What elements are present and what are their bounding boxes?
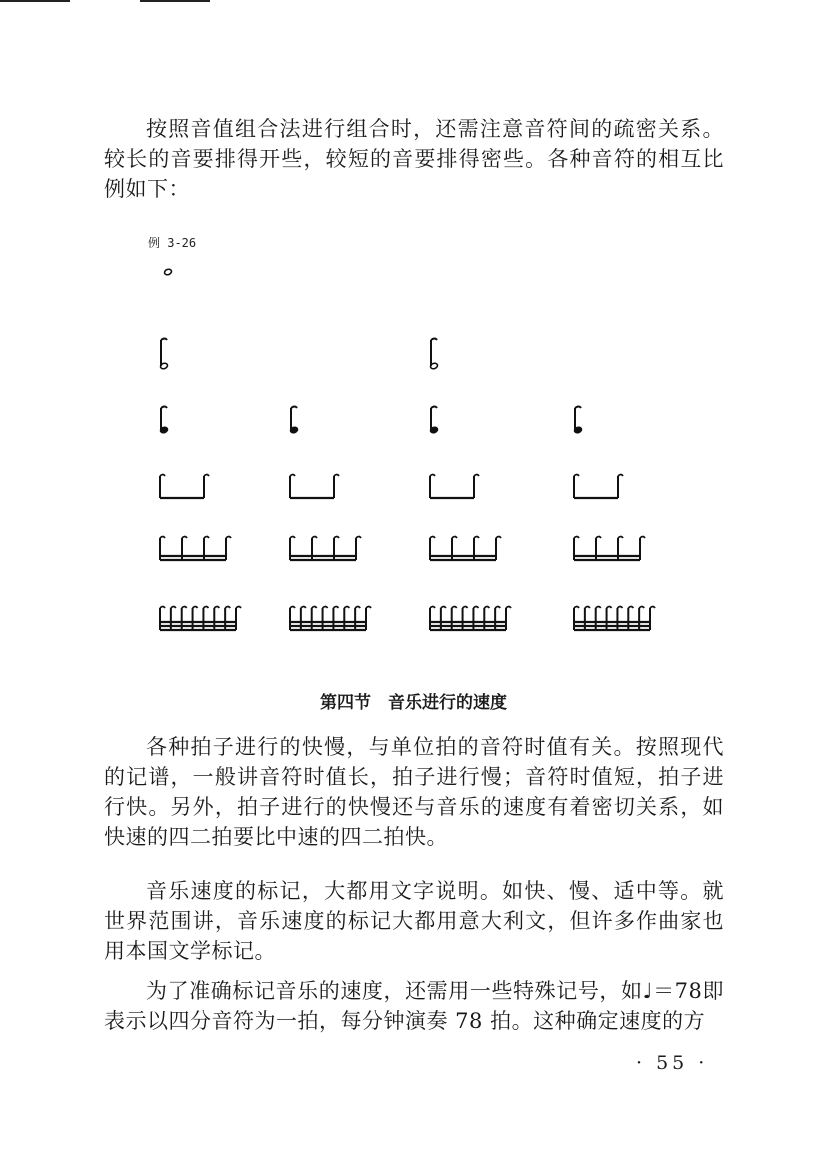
note-flag	[640, 537, 645, 539]
note-flag	[596, 537, 601, 539]
note-flag	[474, 475, 479, 477]
note-flag	[431, 407, 437, 409]
note-flag	[160, 475, 165, 477]
note-flag	[574, 475, 579, 477]
note-flag	[596, 607, 601, 609]
note-flag	[312, 537, 317, 539]
note-flag	[484, 607, 489, 609]
note-flag	[344, 607, 349, 609]
note-flag	[474, 537, 479, 539]
note-flag	[452, 607, 457, 609]
note-flag	[496, 537, 501, 539]
note-flag	[333, 607, 338, 609]
note-flag	[291, 407, 297, 409]
paragraph-4: 为了准确标记音乐的速度，还需用一些特殊记号，如♩＝78即表示以四分音符为一拍，每分钟演奏 78 拍。这种确定速度的方	[104, 979, 724, 1033]
note-flag	[441, 607, 446, 609]
paragraph-3: 音乐速度的标记，大都用文字说明。如快、慢、适中等。就世界范围讲，音乐速度的标记大都用意大利文，但许多作曲家也用本国文学标记。	[104, 879, 724, 963]
example-label: 例 3-26	[148, 236, 197, 250]
note-flag	[160, 607, 165, 609]
note-flag	[334, 537, 339, 539]
note-flag	[506, 607, 511, 609]
note-flag	[290, 607, 295, 609]
note-flag	[617, 607, 622, 609]
paragraph-2: 各种拍子进行的快慢，与单位拍的音符时值有关。按照现代的记谱，一般讲音符时值长，拍子进行慢；音符时值短，拍子进行快。另外，拍子进行的快慢还与音乐的速度有着密切关系，如快速的四二拍要比中速的四二拍快。	[104, 735, 724, 849]
note-flag	[301, 607, 306, 609]
note-flag	[193, 607, 198, 609]
note-flag	[182, 537, 187, 539]
note-flag	[161, 407, 167, 409]
note-flag	[628, 607, 633, 609]
note-flag	[226, 537, 231, 539]
paragraph-1: 按照音值组合法进行组合时，还需注意音符间的疏密关系。较长的音要排得开些，较短的音要排得密些。各种音符的相互比例如下：	[104, 117, 724, 201]
note-flag	[171, 607, 176, 609]
note-flag	[585, 607, 590, 609]
note-flag	[225, 607, 230, 609]
note-flag	[430, 475, 435, 477]
note-flag	[650, 607, 655, 609]
note-flag	[236, 607, 241, 609]
whole-note	[164, 268, 173, 275]
note-flag	[334, 475, 339, 477]
note-flag	[607, 607, 612, 609]
note-flag	[574, 607, 579, 609]
note-flag	[495, 607, 500, 609]
note-flag	[430, 607, 435, 609]
note-flag	[618, 475, 623, 477]
note-flag	[203, 607, 208, 609]
note-flag	[430, 537, 435, 539]
note-flag	[290, 537, 295, 539]
note-flag	[618, 537, 623, 539]
note-flag	[575, 407, 581, 409]
note-flag	[204, 537, 209, 539]
note-flag	[356, 537, 361, 539]
note-flag	[452, 537, 457, 539]
note-flag	[214, 607, 219, 609]
note-flag	[312, 607, 317, 609]
note-flag	[366, 607, 371, 609]
section-title: 第四节 音乐进行的速度	[320, 693, 507, 713]
note-flag	[182, 607, 187, 609]
note-flag	[161, 339, 167, 341]
note-flag	[204, 475, 209, 477]
note-flag	[463, 607, 468, 609]
note-flag	[355, 607, 360, 609]
note-flag	[639, 607, 644, 609]
note-flag	[473, 607, 478, 609]
page-number: · 55 ·	[636, 1052, 709, 1074]
note-flag	[290, 475, 295, 477]
note-flag	[160, 537, 165, 539]
note-flag	[574, 537, 579, 539]
note-flag	[431, 339, 437, 341]
note-flag	[323, 607, 328, 609]
